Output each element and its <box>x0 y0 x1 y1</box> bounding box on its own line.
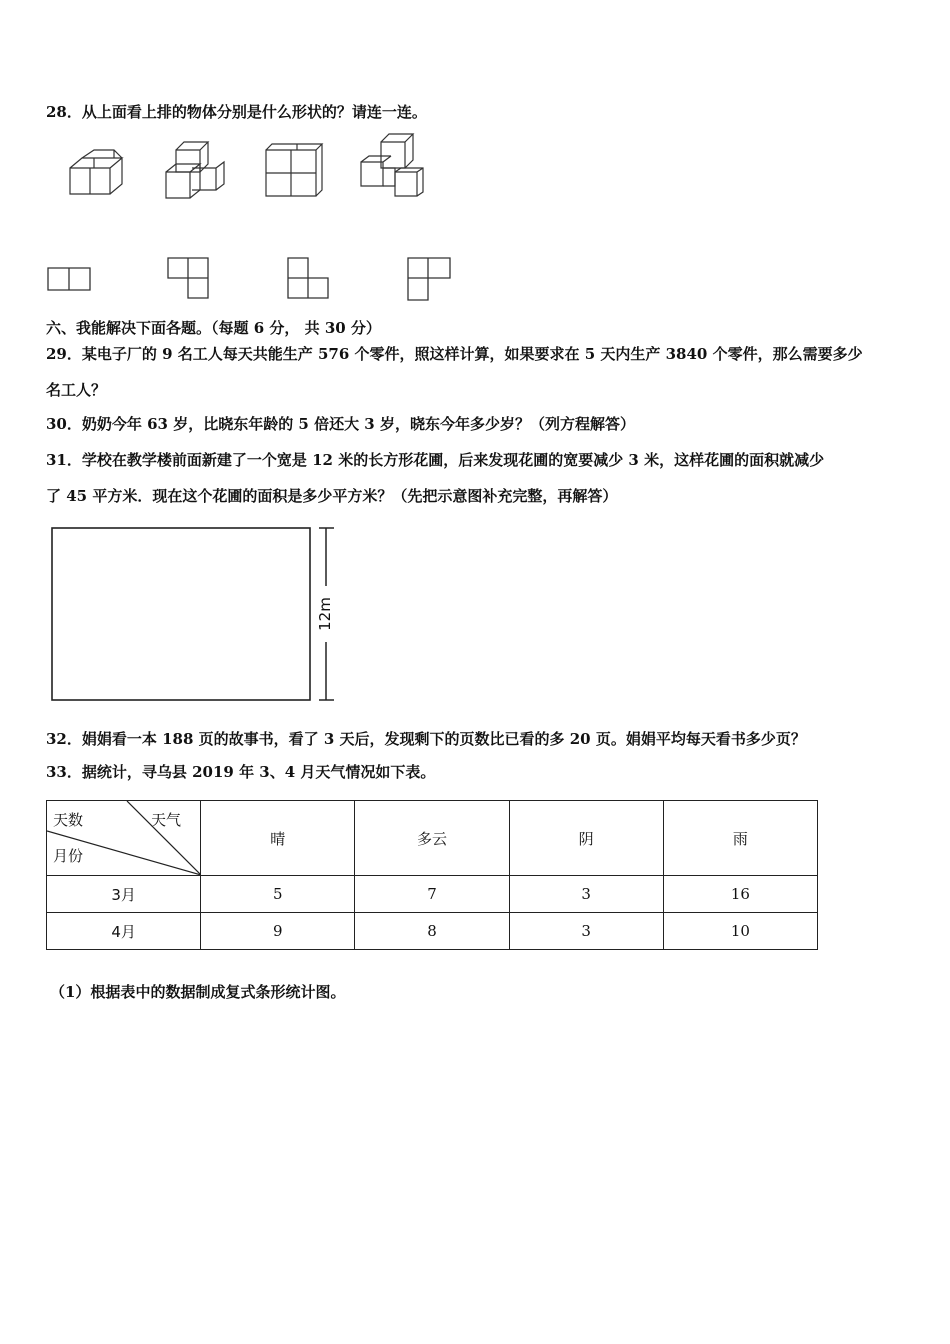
question-31-line1: 31．学校在教学楼前面新建了一个宽是 12 米的长方形花圃，后来发现花圃的宽要减少 3 米，这样花圃的面积就减少 <box>46 451 825 469</box>
cell-value: 10 <box>663 913 817 950</box>
question-30: 30．奶奶今年 63 岁，比晓东年龄的 5 倍还大 3 岁，晓东今年多少岁？（列方程解答） <box>46 415 635 433</box>
corner-month-label: 月份 <box>53 847 84 865</box>
cell-value: 5 <box>201 876 355 913</box>
cell-value: 8 <box>355 913 509 950</box>
table-row <box>47 876 818 913</box>
cell-value: 7 <box>355 876 509 913</box>
top-view-3 <box>286 256 332 302</box>
top-view-1 <box>46 266 92 292</box>
header-overcast: 阴 <box>509 801 663 876</box>
top-view-4 <box>406 256 454 302</box>
cell-value: 16 <box>663 876 817 913</box>
cube-figure-4 <box>355 132 427 202</box>
cube-figure-2 <box>160 138 230 204</box>
question-33-part1: （1）根据表中的数据制成复式条形统计图。 <box>50 983 346 1001</box>
cell-value: 3 <box>509 876 663 913</box>
table-corner-cell <box>47 801 201 876</box>
question-28: 28．从上面看上排的物体分别是什么形状的？请连一连。 <box>46 103 427 121</box>
section-6-title: 六、我能解决下面各题。（每题 6 分， 共 30 分） <box>46 319 381 337</box>
question-31-line2: 了 45 平方米．现在这个花圃的面积是多少平方米？（先把示意图补充完整，再解答） <box>46 487 618 505</box>
cell-value: 9 <box>201 913 355 950</box>
header-sunny: 晴 <box>201 801 355 876</box>
header-rain: 雨 <box>663 801 817 876</box>
corner-days-label: 天数 <box>53 811 84 829</box>
question-29-line1: 29．某电子厂的 9 名工人每天共能生产 576 个零件，照这样计算，如果要求在 5 天内生产 3840 个零件，那么需要多少 <box>46 345 863 363</box>
question-29-line2: 名工人？ <box>46 381 107 399</box>
header-cloudy: 多云 <box>355 801 509 876</box>
row-month: 3月 <box>47 876 201 913</box>
cell-value: 3 <box>509 913 663 950</box>
top-view-2 <box>166 256 212 302</box>
table-row <box>47 913 818 950</box>
row-month: 4月 <box>47 913 201 950</box>
question-33: 33．据统计，寻乌县 2019 年 3、4 月天气情况如下表。 <box>46 763 436 781</box>
corner-weather-label: 天气 <box>151 811 182 829</box>
width-label: 12m <box>316 597 334 631</box>
flower-bed-diagram <box>46 524 346 704</box>
question-32: 32．娟娟看一本 188 页的故事书，看了 3 天后，发现剩下的页数比已看的多 20 页。娟娟平均每天看书多少页？ <box>46 730 806 748</box>
weather-table <box>46 800 818 950</box>
cube-figure-1 <box>60 148 130 202</box>
cube-figure-3 <box>262 140 326 200</box>
